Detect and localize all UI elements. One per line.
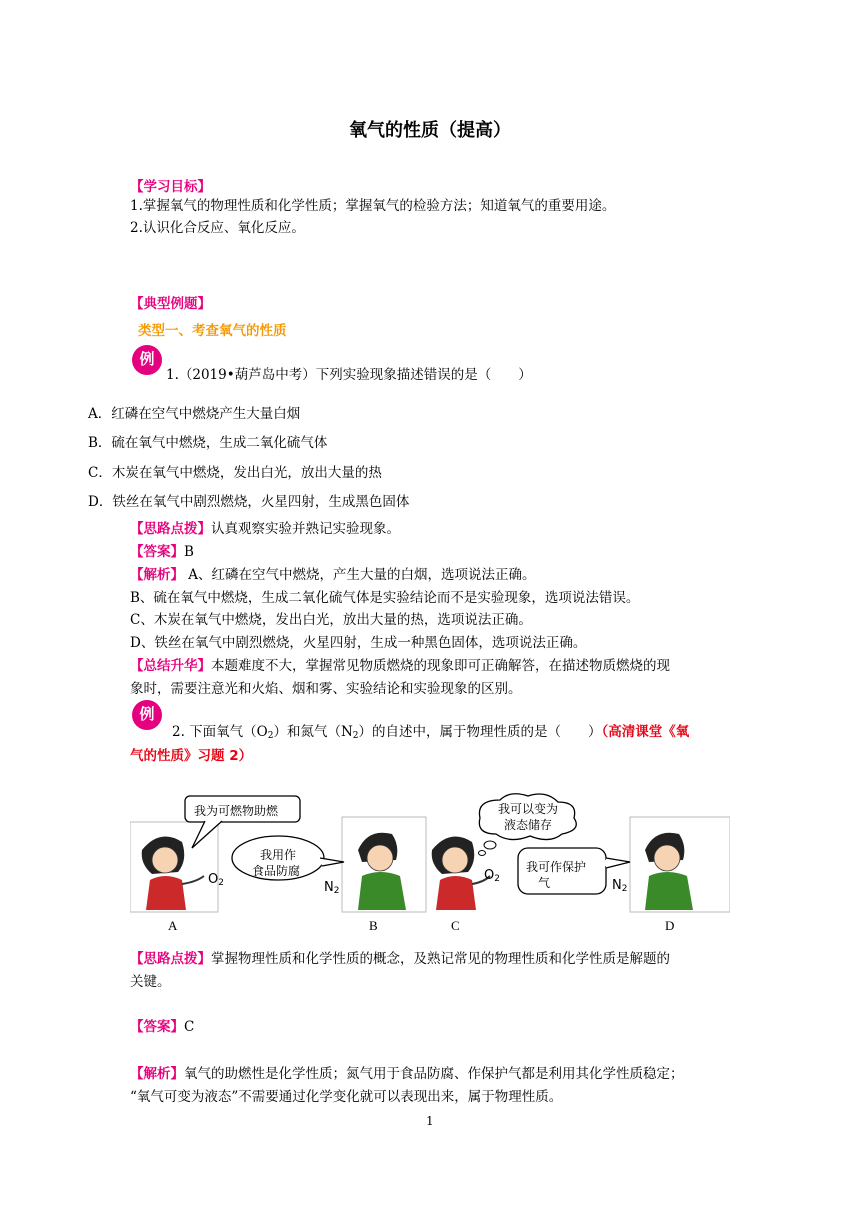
- page-number: 1: [426, 1114, 434, 1128]
- q2-answer: 【答案】C: [130, 1019, 195, 1035]
- bubble-c-text-1: 我可以变为: [498, 802, 559, 816]
- q1-option-d: D．铁丝在氧气中剧烈燃烧，火星四射，生成黑色固体: [88, 494, 410, 510]
- bubble-d-text-2: 气: [538, 876, 551, 890]
- q1-analysis-line-1: 【解析】 A、红磷在空气中燃烧，产生大量的白烟，选项说法正确。: [130, 567, 536, 583]
- bubble-b-text-1: 我用作: [260, 848, 297, 862]
- example-badge-2: 例: [132, 700, 162, 730]
- q1-option-c: C．木炭在氧气中燃烧，发出白光，放出大量的热: [88, 465, 382, 481]
- bubble-a-text: 我为可燃物助燃: [194, 804, 279, 818]
- gas-label-a: $O_2$: [208, 872, 224, 888]
- objective-2: 2.认识化合反应、氧化反应。: [130, 220, 305, 236]
- figure-label-d: D: [665, 918, 675, 933]
- bubble-c-text-2: 液态储存: [504, 818, 553, 832]
- q1-analysis-line-3: C、木炭在氧气中燃烧，发出白光，放出大量的热，选项说法正确。: [130, 612, 532, 628]
- q1-hint: 【思路点拨】认真观察实验并熟记实验现象。: [130, 521, 400, 537]
- q1-analysis-line-4: D、铁丝在氧气中剧烈燃烧，火星四射，生成一种黑色固体，选项说法正确。: [130, 635, 587, 651]
- bubble-d-text-1: 我可作保护: [526, 860, 587, 874]
- q1-option-a: A．红磷在空气中燃烧产生大量白烟: [88, 406, 301, 422]
- page-title: 氧气的性质（提高）: [349, 120, 511, 141]
- examples-heading: 【典型例题】: [130, 296, 211, 312]
- q1-analysis-line-2: B、硫在氧气中燃烧，生成二氧化硫气体是实验结论而不是实验现象，选项说法错误。: [130, 590, 640, 606]
- figure-label-a: A: [168, 918, 178, 933]
- q2-hint-line-1: 【思路点拨】掌握物理性质和化学性质的概念，及熟记常见的物理性质和化学性质是解题的: [130, 951, 670, 967]
- q2-hint-line-2: 关键。: [130, 974, 171, 990]
- q1-summary-line-2: 象时，需要注意光和火焰、烟和雾、实验结论和实验现象的区别。: [130, 681, 522, 697]
- gas-self-description-figure: [130, 790, 730, 930]
- gas-label-c: $O_2$: [484, 868, 500, 884]
- q1-answer: 【答案】B: [130, 544, 194, 560]
- figure-label-b: B: [369, 918, 378, 933]
- q1-stem: 1.（2019•葫芦岛中考）下列实验现象描述错误的是（ ）: [166, 367, 532, 383]
- q2-source-line-2: 气的性质》习题 2）: [130, 748, 253, 764]
- objective-1: 1.掌握氧气的物理性质和化学性质；掌握氧气的检验方法；知道氧气的重要用途。: [130, 198, 616, 214]
- q1-summary-line-1: 【总结升华】本题难度不大，掌握常见物质燃烧的现象即可正确解答，在描述物质燃烧的现: [130, 658, 670, 674]
- gas-label-b: $N_2$: [324, 880, 340, 896]
- figure-label-c: C: [451, 918, 460, 933]
- q2-analysis-line-1: 【解析】氧气的助燃性是化学性质；氮气用于食品防腐、作保护气都是利用其化学性质稳定；: [130, 1066, 684, 1082]
- girl-figure-c: [432, 837, 490, 910]
- gas-label-d: $N_2$: [612, 878, 628, 894]
- q1-option-b: B．硫在氧气中燃烧，生成二氧化硫气体: [88, 435, 328, 451]
- objectives-heading: 【学习目标】: [130, 179, 211, 195]
- type1-heading: 类型一、考查氧气的性质: [138, 323, 287, 339]
- example-badge-1: 例: [132, 345, 162, 375]
- bubble-b-text-2: 食品防腐: [252, 864, 301, 878]
- q2-stem: 2. 下面氧气$(O_2)$和氮气$(N_2)$的自述中，属于物理性质的是（ ）（高清课堂《氧: [172, 724, 690, 741]
- q2-analysis-line-2: “氧气可变为液态”不需要通过化学变化就可以表现出来，属于物理性质。: [130, 1089, 563, 1105]
